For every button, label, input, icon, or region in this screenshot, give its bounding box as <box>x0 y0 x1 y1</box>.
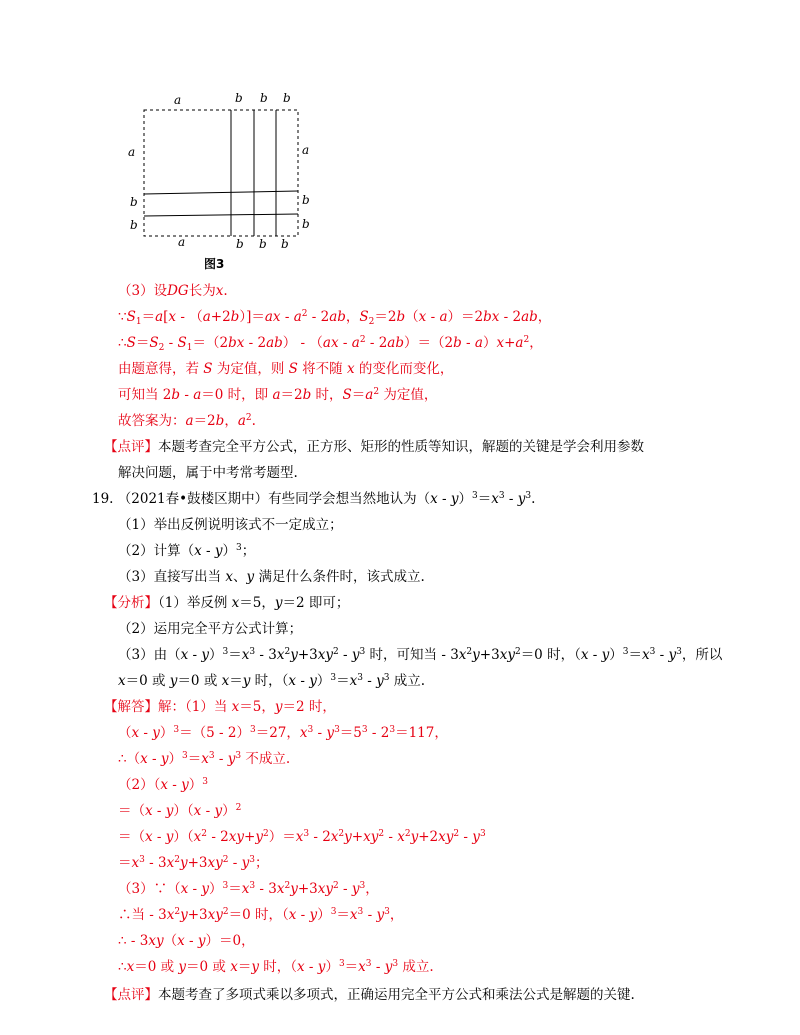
analysis-line-1: 【分析】（1）举反例 x＝5，y＝2 即可； <box>104 595 350 611</box>
solution-line-5: ＝（x - y）（x - y）$^2$ <box>118 803 242 819</box>
analysis-line-3: （3）由$(x - y)^3=x^3 - 3x^2y+3xy^2 - y^3$ 时，可知当 - $3x^2y+3xy^2=0$ 时，$(x - y)^3=x^3 - y^3$，所以 <box>118 647 723 663</box>
horizontal-line-2 <box>144 214 298 216</box>
question-source: （2021春•鼓楼区期中） <box>117 491 269 507</box>
top-label: b <box>260 91 268 105</box>
top-label: a <box>174 93 182 107</box>
bottom-label: b <box>281 237 289 251</box>
question-19-part-1: （1）举出反例说明该式不一定成立； <box>118 517 343 533</box>
prev-solution-line-5: 可知当 2b - a＝0 时，即 a＝2b 时，$S=a^2$ 为定值， <box>118 387 438 403</box>
solution-line-1: 【解答】解：（1）当 x＝5，y＝2 时， <box>104 699 336 715</box>
bottom-label: b <box>236 237 244 251</box>
prev-solution-line-6: 故答案为：a＝2b，$a^2$. <box>118 413 256 429</box>
question-19-part-2: （2）计算（x - y）$^3$； <box>118 543 256 559</box>
right-label: b <box>302 193 310 207</box>
prev-comment-line-2: 解决问题，属于中考常考题型. <box>118 465 298 481</box>
prev-solution-line-2: $\because S_1=a[x - (a+2b)]=ax - a^2 - 2ab$，$S_2=2b(x - a)=2bx - 2ab$， <box>118 309 552 327</box>
analysis-line-2: （2）运用完全平方公式计算； <box>118 621 303 637</box>
solution-line-8: （3）∵（x - $y)^3=x^3 - 3x^2y+3xy^2 - y^3$， <box>118 881 379 897</box>
question-19-part-3: （3）直接写出当 x、y 满足什么条件时，该式成立. <box>118 569 425 585</box>
figure-3-diagram <box>118 88 318 273</box>
figure-caption: 图3 <box>204 257 225 271</box>
solution-line-9: ∴当 - $3x^2y+3xy^2=0$ 时，$(x - y)^3=x^3 - y^3$， <box>118 907 404 923</box>
solution-line-11: ∴x＝0 或 y＝0 或 x＝y 时，$(x - y)^3=x^3 - y^3$ 成立. <box>118 959 434 975</box>
analysis-tag: 【分析】 <box>104 595 158 611</box>
outer-square <box>144 110 298 236</box>
prev-comment-line-1: 【点评】本题考查完全平方公式，正方形、矩形的性质等知识，解题的关键是学会利用参数 <box>104 439 644 455</box>
solution-line-7: $=x^3 - 3x^2y+3xy^2 - y^3$； <box>118 855 269 871</box>
bottom-label: a <box>178 235 186 249</box>
comment-tag: 【点评】 <box>104 439 158 455</box>
figure-3 <box>118 88 318 273</box>
prev-solution-line-1: （3）设DG长为x. <box>118 283 228 299</box>
right-label: b <box>302 217 310 231</box>
question-number: 19. <box>92 491 114 507</box>
top-label: b <box>235 91 243 105</box>
solution-line-3: ∴（x - $y)^3=x^3 - y^3$ 不成立. <box>118 751 291 767</box>
solution-line-10: ∴ - 3xy（x - y）＝0， <box>118 933 255 949</box>
left-label: b <box>130 195 138 209</box>
comment-line-1: 【点评】本题考查了多项式乘以多项式，正确运用完全平方公式和乘法公式是解题的关键. <box>104 987 635 1003</box>
solution-line-2: （x - y）$^3$＝（5 - 2）$^3$＝27，$x^3 - y^3=5^3 - 2^3=117$， <box>118 725 448 741</box>
bottom-label: b <box>259 237 267 251</box>
right-label: a <box>302 143 310 157</box>
left-label: b <box>130 218 138 232</box>
comment-tag: 【点评】 <box>104 987 158 1003</box>
prev-solution-line-3: $\therefore S=S_2 - S_1=(2bx - 2ab) - (ax - a^2 - 2ab)=(2b - a)x+a^2$， <box>118 335 543 353</box>
question-19-stem: 19. （2021春•鼓楼区期中）有些同学会想当然地认为$(x - y)^3=x^3 - y^3$. <box>92 491 536 507</box>
horizontal-line-1 <box>144 191 298 194</box>
solution-tag: 【解答】 <box>104 699 158 715</box>
solution-line-6: $=(x - y)(x^2 - 2xy+y^2)=x^3 - 2x^2y+xy^2 - x^2y+2xy^2 - y^3$ <box>118 829 486 845</box>
analysis-line-4: x＝0 或 y＝0 或 x＝y 时，$(x - y)^3=x^3 - y^3$ 成立. <box>118 673 426 689</box>
top-label: b <box>283 91 291 105</box>
solution-line-4: （2）（x - y）$^3$ <box>118 777 208 793</box>
left-label: a <box>128 145 136 159</box>
prev-solution-line-4: 由题意得，若 S 为定值，则 S 将不随 x 的变化而变化， <box>118 361 454 377</box>
